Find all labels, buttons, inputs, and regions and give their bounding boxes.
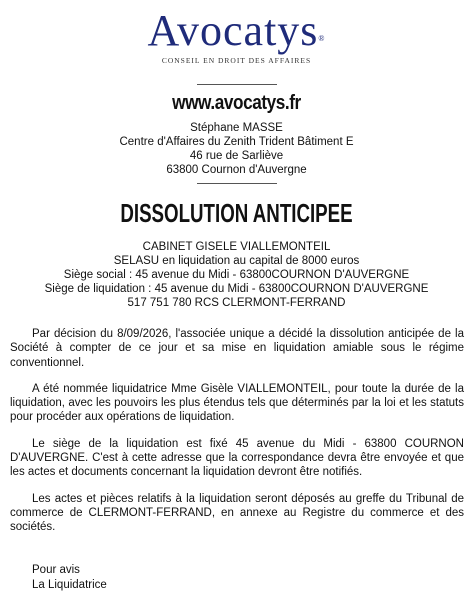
notice-body [10,327,464,547]
body-paragraph: Par décision du 8/09/2026, l'associée unique a décidé la dissolution anticipée de la Société à compter de ce jour et sa mise en liquidation amiable sous le régime conventionnel. [10,328,464,369]
signature-line: La Liquidatrice [32,578,107,591]
signature-line: Pour avis [32,564,80,576]
company-line: CABINET GISELE VIALLEMONTEIL [142,241,331,253]
body-paragraph: Le siège de la liquidation est fixé 45 avenue du Midi - 63800 COURNON D'AUVERGNE. C'est à cette adresse que la correspondance devra être envoyée et que les actes et documents concernant la liquidation devront être notifiés. [10,437,464,479]
company-line: SELASU en liquidation au capital de 8000 euros [113,255,360,267]
address-line: Centre d'Affaires du Zenith Trident Bâtiment E [119,136,354,148]
website-url[interactable]: www.avocatys.fr [172,92,301,114]
lawyer-address [0,121,473,177]
notice-title: DISSOLUTION ANTICIPEE [120,198,353,228]
body-paragraph: A été nommée liquidatrice Mme Gisèle VIALLEMONTEIL, pour toute la durée de la liquidation, avec les pouvoirs les plus étendus tels que déterminés par la loi et les statuts pour procéder aux opérations de liquidation. [10,382,464,424]
divider [197,84,277,85]
logo-tagline: CONSEIL EN DROIT DES AFFAIRES [161,56,312,65]
signature-block [32,563,107,592]
body-paragraph: Les actes et pièces relatifs à la liquidation seront déposés au greffe du Tribunal de commerce de CLERMONT-FERRAND, en annexe au Registre du commerce et des sociétés. [10,492,464,534]
divider [197,183,277,184]
company-block [0,240,473,310]
address-line: 46 rue de Sarliève [189,150,284,162]
address-line: 63800 Cournon d'Auvergne [166,164,307,176]
company-line: 517 751 780 RCS CLERMONT-FERRAND [127,297,346,309]
logo-wordmark: Avocatys [147,6,319,55]
address-line: Stéphane MASSE [190,122,283,134]
avocatys-logo [0,8,473,65]
trademark-symbol: ® [318,34,326,43]
company-line: Siège social : 45 avenue du Midi - 63800COURNON D'AUVERGNE [63,269,410,281]
company-line: Siège de liquidation : 45 avenue du Midi - 63800COURNON D'AUVERGNE [44,283,429,295]
